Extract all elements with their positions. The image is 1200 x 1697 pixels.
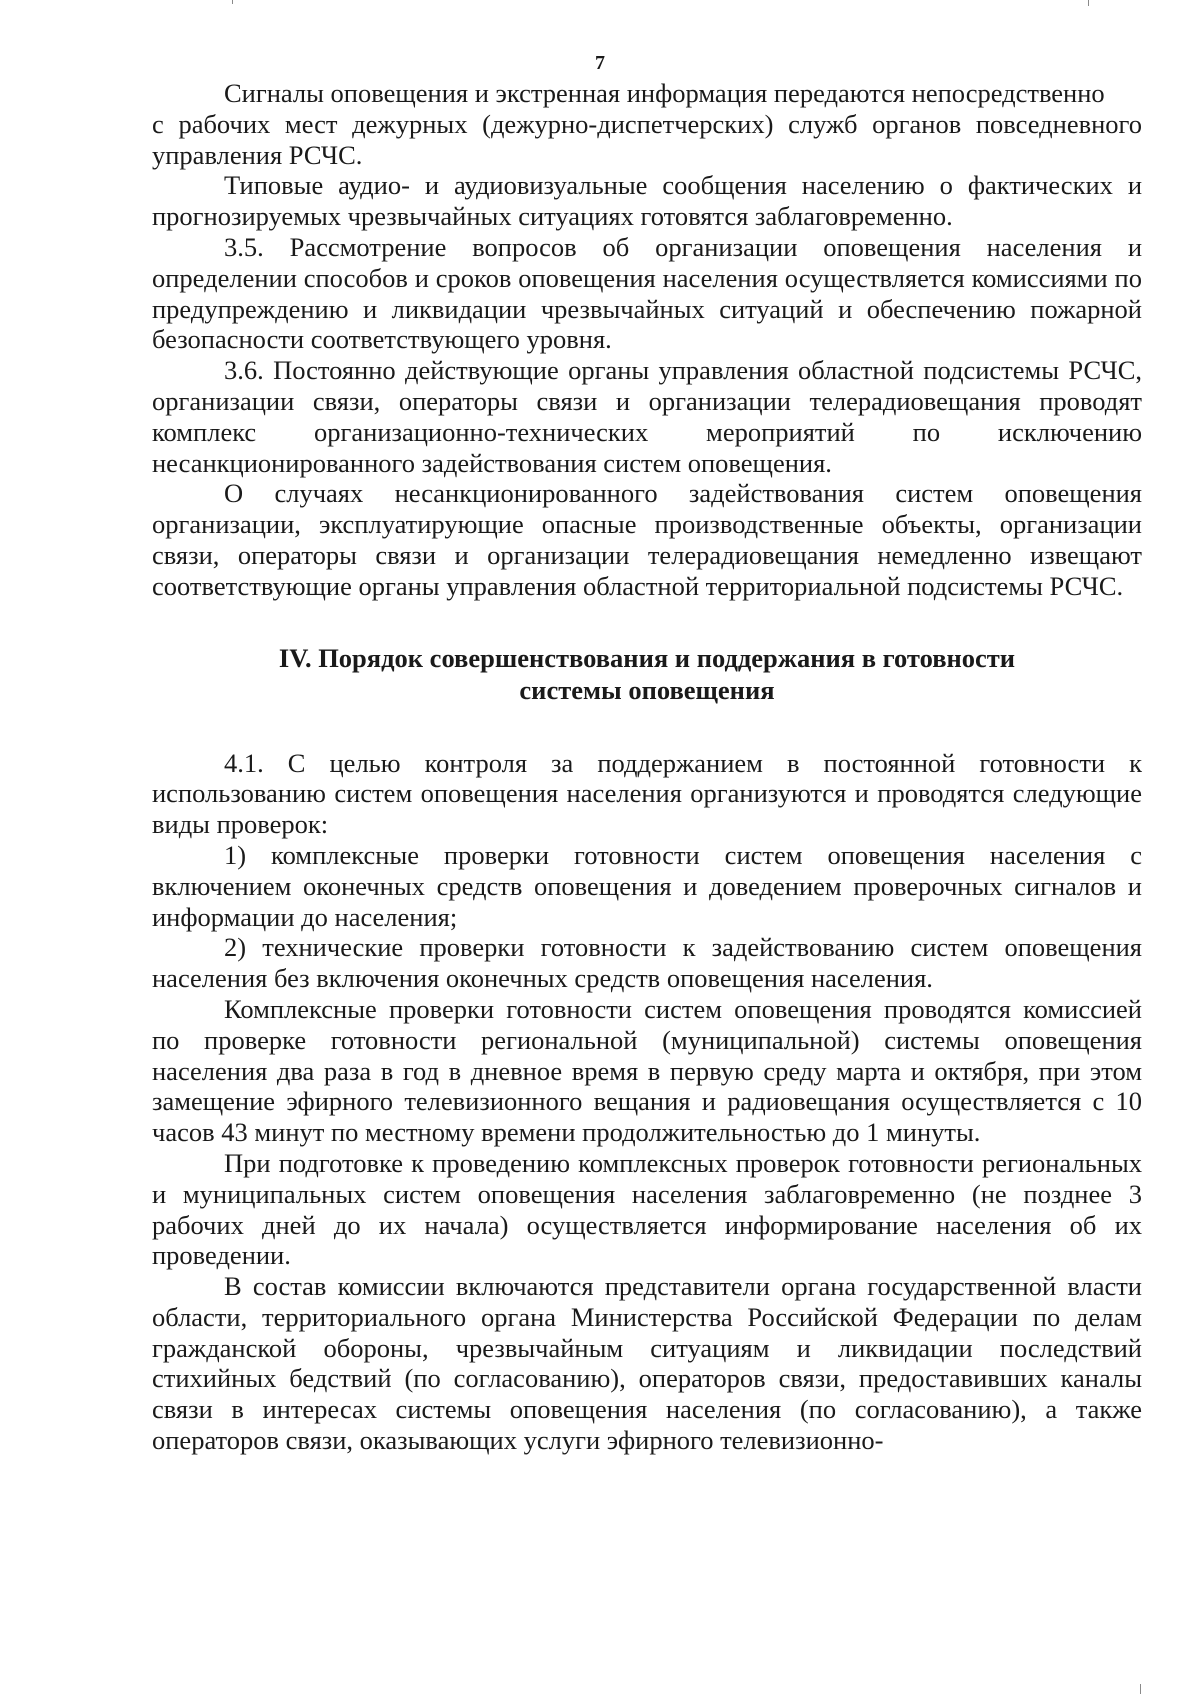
paragraph: 3.6. Постоянно действующие органы управления областной подсистемы РСЧС, организации связи, операторы связи и организации телерадиовещания проводят комплекс организационно-технических мероприятий по исключению несанкционированного задействования систем оповещения. bbox=[152, 355, 1142, 478]
section-heading-line-2: системы оповещения bbox=[519, 674, 775, 705]
scan-edge-mark bbox=[1140, 1684, 1141, 1694]
paragraph: Сигналы оповещения и экстренная информация передаются непосредственно bbox=[224, 78, 1105, 108]
paragraph: с рабочих мест дежурных (дежурно-диспетчерских) служб органов повседневного управления РСЧС. bbox=[152, 108, 1142, 170]
paragraph: 3.5. Рассмотрение вопросов об организации оповещения населения и определении способов и сроков оповещения населения осуществляется комиссиями по предупреждению и ликвидации чрезвычайных ситуаций и обеспечению пожарной безопасности соответствующего уровня. bbox=[152, 231, 1142, 355]
scan-edge-mark bbox=[1088, 0, 1089, 6]
document-body bbox=[152, 78, 1142, 1456]
paragraph: Комплексные проверки готовности систем оповещения проводятся комиссией по проверке готовности региональной (муниципальной) системы оповещения населения два раза в год в дневное время в первую среду марта и октября, при этом замещение эфирного телевизионного вещания и радиовещания осуществляется с 10 часов 43 минут по местному времени продолжительностью до 1 минуты. bbox=[152, 993, 1142, 1148]
scan-edge-mark bbox=[232, 0, 233, 4]
paragraph: Типовые аудио- и аудиовизуальные сообщения населению о фактических и прогнозируемых чрезвычайных ситуациях готовятся заблаговременно. bbox=[152, 170, 1142, 232]
section-heading-line-1: IV. Порядок совершенствования и поддержания в готовности bbox=[278, 642, 1016, 673]
section-heading bbox=[152, 642, 1142, 706]
paragraph: При подготовке к проведению комплексных проверок готовности региональных и муниципальных систем оповещения населения заблаговременно (не позднее 3 рабочих дней до их начала) осуществляется информирование населения об их проведении. bbox=[152, 1147, 1142, 1271]
paragraph: 2) технические проверки готовности к задействованию систем оповещения населения без включения оконечных средств оповещения населения. bbox=[152, 932, 1142, 994]
paragraph: 1) комплексные проверки готовности систем оповещения населения с включением оконечных средств оповещения и доведением проверочных сигналов и информации до населения; bbox=[152, 839, 1142, 932]
page-number: 7 bbox=[595, 52, 605, 74]
paragraph: 4.1. С целью контроля за поддержанием в постоянной готовности к использованию систем оповещения населения организуются и проводятся следующие виды проверок: bbox=[152, 747, 1142, 840]
paragraphs-after-heading bbox=[152, 748, 1142, 1456]
paragraphs-before-heading bbox=[152, 78, 1142, 602]
paragraph: О случаях несанкционированного задействования систем оповещения организации, эксплуатирующие опасные производственные объекты, организации связи, операторы связи и организации телерадиовещания немедленно извещают соответствующие органы управления областной территориальной подсистемы РСЧС. bbox=[152, 478, 1142, 601]
paragraph: В состав комиссии включаются представители органа государственной власти области, территориального органа Министерства Российской Федерации по делам гражданской обороны, чрезвычайным ситуациям и ликвидации последствий стихийных бедствий (по согласованию), операторов связи, предоставивших каналы связи в интересах системы оповещения населения (по согласованию), а также операторов связи, оказывающих услуги эфирного телевизионно- bbox=[152, 1271, 1142, 1456]
